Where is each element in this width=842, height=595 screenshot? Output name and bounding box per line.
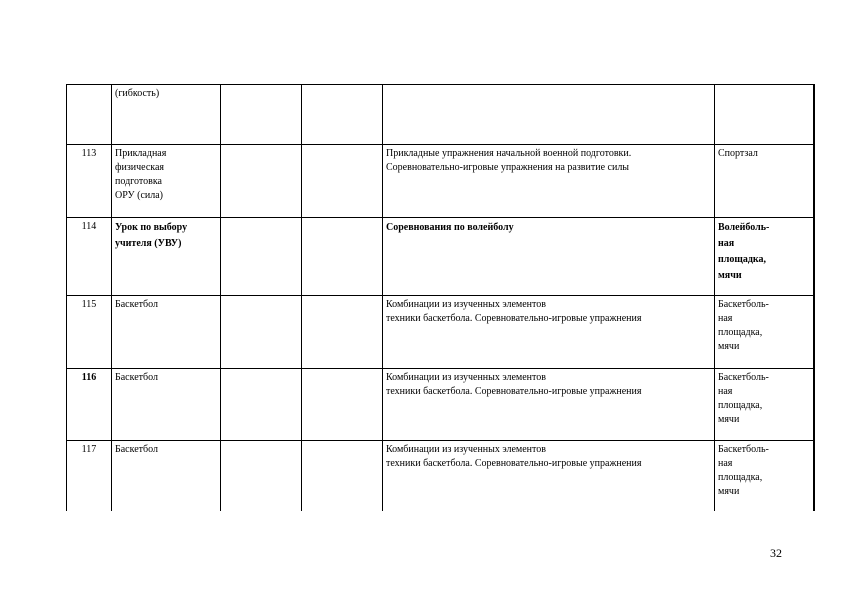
content-text: Соревнования по волейболу	[386, 222, 514, 233]
place-text: Спортзал	[718, 148, 758, 159]
empty-cell	[302, 85, 383, 145]
empty-cell	[221, 85, 302, 145]
lesson-number-cell	[67, 85, 112, 145]
table-row	[67, 85, 814, 145]
empty-cell	[302, 145, 383, 218]
topic-text: Баскетбол	[115, 299, 158, 310]
place-text: Баскетболь- ная площадка, мячи	[718, 299, 769, 352]
topic-text: (гибкость)	[115, 88, 160, 99]
lesson-number-cell	[67, 296, 112, 369]
lesson-number-cell	[67, 441, 112, 511]
content-text: Комбинации из изученных элементов техники баскетбола. Соревновательно-игровые упражнения	[386, 444, 642, 469]
empty-cell	[221, 218, 302, 296]
place-text: Баскетболь- ная площадка, мячи	[718, 372, 769, 425]
place-cell	[715, 85, 814, 145]
lesson-number-text: 113	[81, 148, 97, 159]
lesson-number-text: 115	[81, 299, 97, 310]
table-row	[67, 369, 814, 441]
lesson-number-cell	[67, 145, 112, 218]
topic-cell	[112, 296, 221, 369]
lesson-number-text: 117	[81, 444, 97, 455]
place-cell	[715, 145, 814, 218]
lesson-number-cell	[67, 369, 112, 441]
content-text: Прикладные упражнения начальной военной подготовки. Соревновательно-игровые упражнения на развитие силы	[386, 148, 632, 173]
place-text: Баскетболь- ная площадка, мячи	[718, 444, 769, 497]
lesson-plan-table	[66, 84, 815, 511]
empty-cell	[221, 145, 302, 218]
empty-cell	[302, 218, 383, 296]
table-row	[67, 218, 814, 296]
topic-cell	[112, 369, 221, 441]
topic-cell	[112, 218, 221, 296]
empty-cell	[302, 296, 383, 369]
topic-cell	[112, 441, 221, 511]
content-cell	[383, 145, 715, 218]
topic-text: Урок по выбору учителя (УВУ)	[115, 222, 188, 249]
place-cell	[715, 369, 814, 441]
place-text: Волейболь- ная площадка, мячи	[718, 222, 770, 281]
lesson-number-text: 114	[81, 221, 97, 232]
content-cell	[383, 369, 715, 441]
content-cell	[383, 85, 715, 145]
lesson-number-text: 116	[81, 372, 97, 383]
page-number: 32	[770, 546, 782, 560]
table-row	[67, 441, 814, 511]
topic-cell	[112, 145, 221, 218]
table-row	[67, 145, 814, 218]
content-text: Комбинации из изученных элементов техники баскетбола. Соревновательно-игровые упражнения	[386, 372, 642, 397]
topic-text: Прикладная физическая подготовка ОРУ (сила)	[115, 148, 167, 201]
empty-cell	[221, 369, 302, 441]
content-cell	[383, 296, 715, 369]
topic-text: Баскетбол	[115, 372, 158, 383]
table-row	[67, 296, 814, 369]
content-cell	[383, 441, 715, 511]
empty-cell	[221, 296, 302, 369]
topic-text: Баскетбол	[115, 444, 158, 455]
content-cell	[383, 218, 715, 296]
place-cell	[715, 296, 814, 369]
empty-cell	[221, 441, 302, 511]
topic-cell	[112, 85, 221, 145]
lesson-number-cell	[67, 218, 112, 296]
content-text: Комбинации из изученных элементов техники баскетбола. Соревновательно-игровые упражнения	[386, 299, 642, 324]
empty-cell	[302, 441, 383, 511]
empty-cell	[302, 369, 383, 441]
place-cell	[715, 441, 814, 511]
place-cell	[715, 218, 814, 296]
